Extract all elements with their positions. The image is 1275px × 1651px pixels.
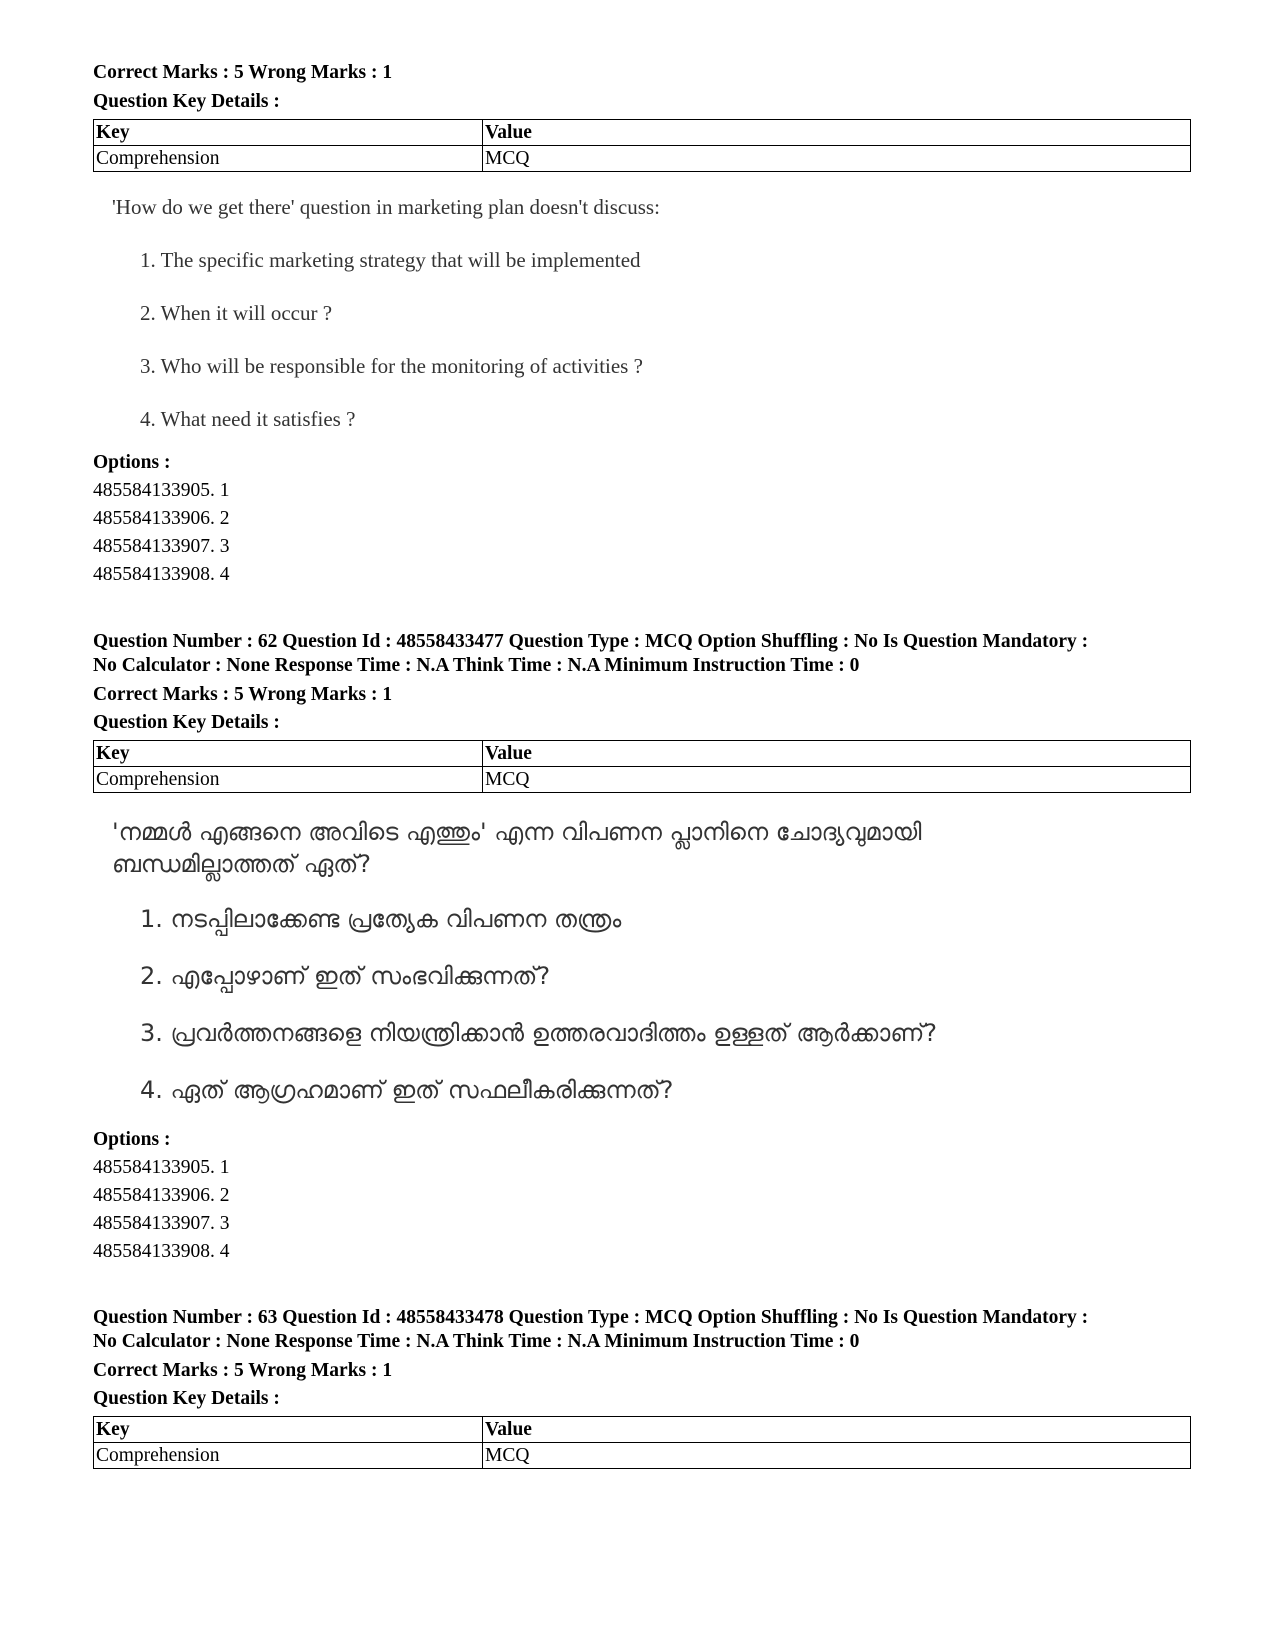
table-header-key: Key xyxy=(94,741,483,767)
key-details-table xyxy=(93,740,1191,793)
option-item: 485584133906. 2 xyxy=(93,508,230,529)
option-item: 485584133907. 3 xyxy=(93,1213,230,1234)
question-meta-line-2: No Calculator : None Response Time : N.A Think Time : N.A Minimum Instruction Time : 0 xyxy=(93,655,860,676)
option-item: 485584133905. 1 xyxy=(93,480,230,501)
key-details-table xyxy=(93,119,1191,172)
options-heading: Options : xyxy=(93,452,171,473)
table-cell-key: Comprehension xyxy=(94,1443,483,1469)
table-header-value: Value xyxy=(483,741,1191,767)
statement-item: 2. When it will occur ? xyxy=(140,301,333,325)
question-text: 'How do we get there' question in marketing plan doesn't discuss: xyxy=(112,195,660,219)
statement-item: 1. The specific marketing strategy that will be implemented xyxy=(140,248,641,272)
key-details-table xyxy=(93,1416,1191,1469)
option-item: 485584133906. 2 xyxy=(93,1185,230,1206)
option-item: 485584133908. 4 xyxy=(93,564,230,585)
marks-line: Correct Marks : 5 Wrong Marks : 1 xyxy=(93,684,393,705)
table-header-value: Value xyxy=(483,120,1191,146)
table-cell-value: MCQ xyxy=(483,1443,1191,1469)
question-text-line-1: 'നമ്മൾ എങ്ങനെ അവിടെ എത്തും' എന്ന വിപണന പ്ലാനിനെ ചോദ്യവുമായി xyxy=(112,818,922,846)
options-heading: Options : xyxy=(93,1129,171,1150)
table-cell-key: Comprehension xyxy=(94,767,483,793)
statement-item: 3. പ്രവർത്തനങ്ങളെ നിയന്ത്രിക്കാൻ ഉത്തരവാദിത്തം ഉള്ളത് ആർക്കാണ്? xyxy=(140,1019,938,1047)
key-details-heading: Question Key Details : xyxy=(93,712,280,733)
marks-line: Correct Marks : 5 Wrong Marks : 1 xyxy=(93,1360,393,1381)
statement-item: 2. എപ്പോഴാണ് ഇത് സംഭവിക്കുന്നത്? xyxy=(140,962,551,990)
table-row xyxy=(94,146,1191,172)
option-item: 485584133907. 3 xyxy=(93,536,230,557)
statement-item: 4. ഏത് ആഗ്രഹമാണ് ഇത് സഫലീകരിക്കുന്നത്? xyxy=(140,1076,674,1104)
question-meta-line-1: Question Number : 63 Question Id : 48558433478 Question Type : MCQ Option Shuffling : No Is Question Mandatory : xyxy=(93,1307,1089,1328)
key-details-heading: Question Key Details : xyxy=(93,1388,280,1409)
table-row xyxy=(94,1417,1191,1443)
option-item: 485584133908. 4 xyxy=(93,1241,230,1262)
table-cell-key: Comprehension xyxy=(94,146,483,172)
statement-item: 1. നടപ്പിലാക്കേണ്ട പ്രത്യേക വിപണന തന്ത്രം xyxy=(140,905,622,933)
table-header-key: Key xyxy=(94,1417,483,1443)
statement-item: 4. What need it satisfies ? xyxy=(140,407,356,431)
key-details-heading: Question Key Details : xyxy=(93,91,280,112)
table-row xyxy=(94,1443,1191,1469)
table-cell-value: MCQ xyxy=(483,767,1191,793)
question-meta-line-2: No Calculator : None Response Time : N.A Think Time : N.A Minimum Instruction Time : 0 xyxy=(93,1331,860,1352)
table-row xyxy=(94,767,1191,793)
question-text-line-2: ബന്ധമില്ലാത്തത് ഏത്? xyxy=(112,850,372,878)
table-header-value: Value xyxy=(483,1417,1191,1443)
question-meta-line-1: Question Number : 62 Question Id : 48558433477 Question Type : MCQ Option Shuffling : No Is Question Mandatory : xyxy=(93,631,1089,652)
marks-line: Correct Marks : 5 Wrong Marks : 1 xyxy=(93,62,393,83)
table-header-key: Key xyxy=(94,120,483,146)
table-row xyxy=(94,120,1191,146)
table-row xyxy=(94,741,1191,767)
table-cell-value: MCQ xyxy=(483,146,1191,172)
statement-item: 3. Who will be responsible for the monitoring of activities ? xyxy=(140,354,643,378)
option-item: 485584133905. 1 xyxy=(93,1157,230,1178)
